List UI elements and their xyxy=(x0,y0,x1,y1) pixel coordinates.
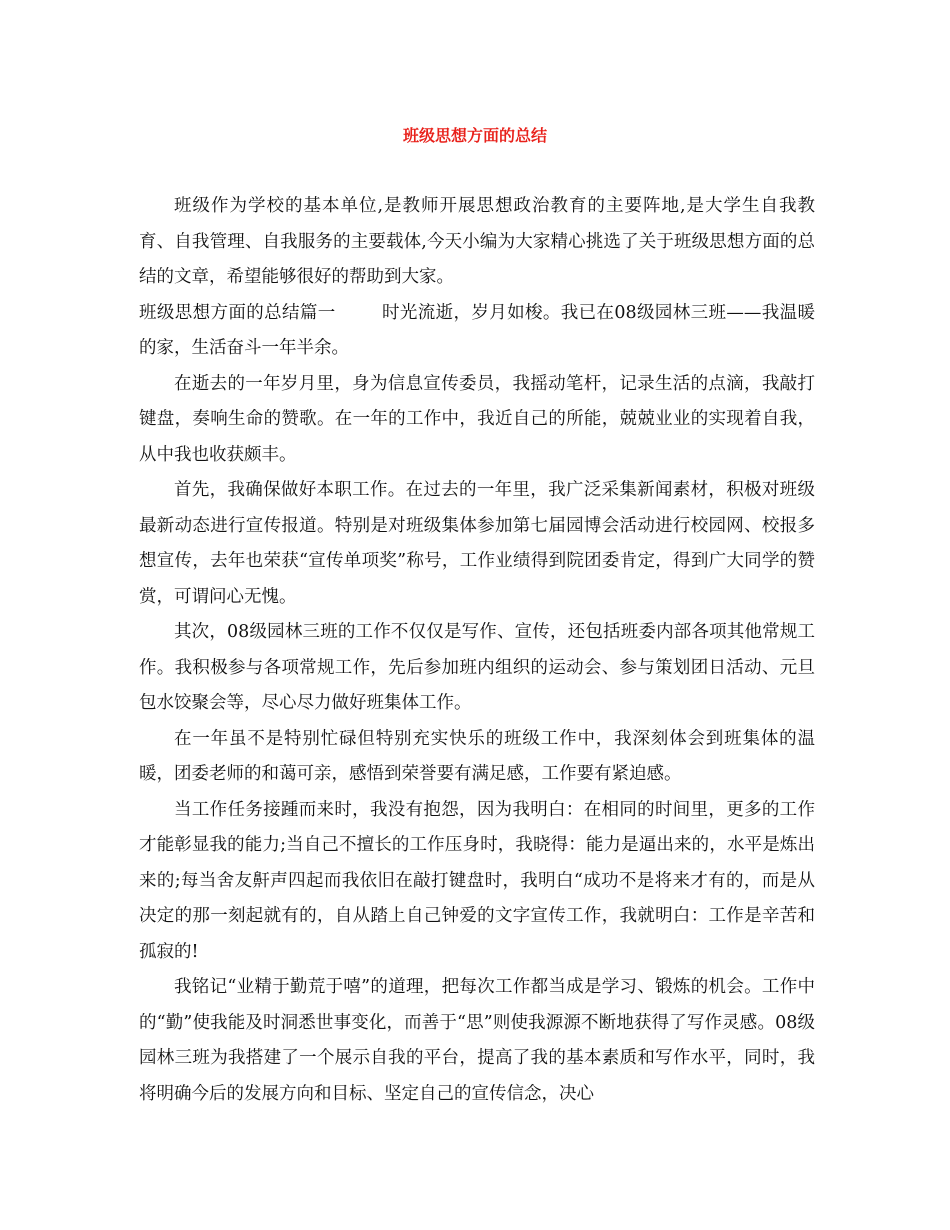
section-one-paragraph xyxy=(139,296,815,367)
body-paragraph: 其次，08级园林三班的工作不仅仅是写作、宣传，还包括班委内部各项其他常规工作。我积极参与各项常规工作，先后参加班内组织的运动会、参与策划团日活动、元旦包水饺聚会等，尽心尽力做好班集体工作。 xyxy=(139,622,815,713)
section-heading: 班级思想方面的总结篇一 xyxy=(139,302,336,323)
document-body xyxy=(139,189,815,1112)
body-paragraph: 我铭记“业精于勤荒于嘻”的道理，把每次工作都当成是学习、锻炼的机会。工作中的“勤”使我能及时洞悉世事变化，而善于“思”则使我源源不断地获得了写作灵感。08级园林三班为我搭建了一个展示自我的平台，提高了我的基本素质和写作水平，同时，我将明确今后的发展方向和目标、坚定自己的宣传信念，决心 xyxy=(139,977,815,1104)
body-paragraph: 当工作任务接踵而来时，我没有抱怨，因为我明白：在相同的时间里，更多的工作才能彰显我的能力;当自己不擅长的工作压身时，我晓得：能力是逼出来的，水平是炼出来的;每当舍友鼾声四起而我依旧在敲打键盘时，我明白“成功不是将来才有的，而是从决定的那一刻起就有的，自从踏上自己钟爱的文字宣传工作，我就明白：工作是辛苦和孤寂的! xyxy=(139,799,815,962)
section-first-text: 时光流逝，岁月如梭。我已在08级园林三班——我温暖的家，生活奋斗一年半余。 xyxy=(139,302,815,358)
intro-paragraph: 班级作为学校的基本单位,是教师开展思想政治教育的主要阵地,是大学生自我教育、自我管理、自我服务的主要载体,今天小编为大家精心挑选了关于班级思想方面的总结的文章，希望能够很好的帮助到大家。 xyxy=(139,196,815,287)
body-paragraph: 在一年虽不是特别忙碌但特别充实快乐的班级工作中，我深刻体会到班集体的温暖，团委老师的和蔼可亲，感悟到荣誉要有满足感，工作要有紧迫感。 xyxy=(139,728,815,784)
body-paragraph: 首先，我确保做好本职工作。在过去的一年里，我广泛采集新闻素材，积极对班级最新动态进行宣传报道。特别是对班级集体参加第七届园博会活动进行校园网、校报多想宣传，去年也荣获“宣传单项奖”称号，工作业绩得到院团委肯定，得到广大同学的赞赏，可谓问心无愧。 xyxy=(139,480,815,607)
body-paragraph: 在逝去的一年岁月里，身为信息宣传委员，我摇动笔杆，记录生活的点滴，我敲打键盘，奏响生命的赞歌。在一年的工作中，我近自己的所能，兢兢业业的实现着自我，从中我也收获颇丰。 xyxy=(139,373,815,465)
document-title: 班级思想方面的总结 xyxy=(402,126,547,145)
